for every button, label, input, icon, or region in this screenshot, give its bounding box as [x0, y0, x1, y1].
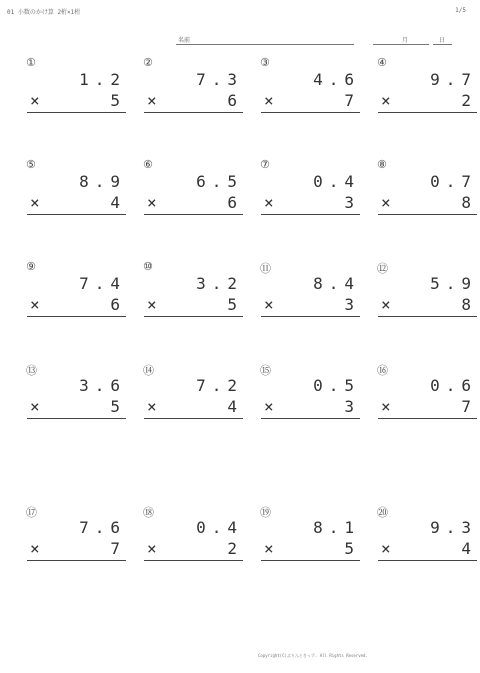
answer-line — [144, 112, 243, 113]
worksheet-title: 01 小数のかけ算 2桁×1桁 — [7, 9, 81, 16]
problem-number: ② — [143, 56, 153, 69]
multiplier: 3 — [344, 397, 360, 416]
name-line — [176, 44, 354, 45]
problem-number: ⑫ — [377, 262, 388, 275]
multiplier: 8 — [461, 295, 477, 314]
multiplicand: 8.4 — [313, 274, 360, 293]
multiply-sign: × — [30, 397, 40, 416]
problem-5 — [26, 158, 126, 222]
multiply-sign: × — [381, 295, 391, 314]
problem-number: ⑦ — [260, 158, 270, 171]
answer-line — [144, 316, 243, 317]
problem-number: ⑱ — [143, 506, 154, 519]
multiply-sign: × — [147, 539, 157, 558]
problem-8 — [377, 158, 477, 222]
multiplicand: 7.2 — [196, 376, 243, 395]
multiply-sign: × — [30, 295, 40, 314]
problem-6 — [143, 158, 243, 222]
answer-line — [378, 560, 477, 561]
multiplicand: 7.3 — [196, 70, 243, 89]
answer-line — [378, 418, 477, 419]
problem-number: ④ — [377, 56, 387, 69]
multiplier: 4 — [227, 397, 243, 416]
multiplier: 7 — [344, 91, 360, 110]
multiplier: 8 — [461, 193, 477, 212]
copyright-footer: Copyright(C)ぷりんときっず. All Rights Reserved. — [258, 653, 368, 658]
problem-number: ⑩ — [143, 260, 153, 273]
problem-1 — [26, 56, 126, 120]
multiplier: 4 — [110, 193, 126, 212]
multiplicand: 9.7 — [430, 70, 477, 89]
problem-number: ⑪ — [260, 262, 271, 275]
month-line — [373, 44, 429, 45]
answer-line — [27, 560, 126, 561]
problem-16 — [377, 362, 477, 426]
multiplier: 3 — [344, 295, 360, 314]
problem-19 — [260, 504, 360, 568]
answer-line — [144, 214, 243, 215]
multiplicand: 3.6 — [79, 376, 126, 395]
multiplicand: 7.6 — [79, 518, 126, 537]
problem-10 — [143, 260, 243, 324]
problem-number: ⑳ — [377, 506, 388, 519]
month-label: 月 — [402, 37, 409, 44]
multiplier: 5 — [344, 539, 360, 558]
problem-number: ⑮ — [260, 364, 271, 377]
problem-4 — [377, 56, 477, 120]
problem-number: ⑤ — [26, 158, 36, 171]
multiplicand: 0.4 — [313, 172, 360, 191]
multiplicand: 8.9 — [79, 172, 126, 191]
multiplicand: 0.7 — [430, 172, 477, 191]
answer-line — [261, 112, 360, 113]
multiply-sign: × — [264, 91, 274, 110]
problem-number: ⑯ — [377, 364, 388, 377]
problem-15 — [260, 362, 360, 426]
problem-number: ⑥ — [143, 158, 153, 171]
multiplicand: 1.2 — [79, 70, 126, 89]
answer-line — [378, 214, 477, 215]
problem-9 — [26, 260, 126, 324]
answer-line — [261, 316, 360, 317]
answer-line — [378, 112, 477, 113]
multiply-sign: × — [264, 539, 274, 558]
problem-number: ① — [26, 56, 36, 69]
day-label: 日 — [439, 37, 446, 44]
multiplier: 3 — [344, 193, 360, 212]
answer-line — [27, 112, 126, 113]
answer-line — [27, 316, 126, 317]
name-label: 名前 — [178, 37, 191, 44]
problem-number: ③ — [260, 56, 270, 69]
multiplicand: 0.5 — [313, 376, 360, 395]
multiplicand: 9.3 — [430, 518, 477, 537]
problem-11 — [260, 260, 360, 324]
problem-number: ⑧ — [377, 158, 387, 171]
multiplier: 4 — [461, 539, 477, 558]
multiplicand: 8.1 — [313, 518, 360, 537]
problem-2 — [143, 56, 243, 120]
multiply-sign: × — [264, 295, 274, 314]
multiplier: 5 — [110, 397, 126, 416]
multiplier: 5 — [227, 295, 243, 314]
multiply-sign: × — [264, 193, 274, 212]
multiplicand: 5.9 — [430, 274, 477, 293]
answer-line — [261, 418, 360, 419]
problem-14 — [143, 362, 243, 426]
multiply-sign: × — [147, 295, 157, 314]
problem-number: ⑨ — [26, 260, 36, 273]
multiplier: 2 — [461, 91, 477, 110]
problem-number: ⑬ — [26, 364, 37, 377]
multiply-sign: × — [30, 91, 40, 110]
multiplicand: 0.6 — [430, 376, 477, 395]
multiplicand: 3.2 — [196, 274, 243, 293]
problem-7 — [260, 158, 360, 222]
multiply-sign: × — [30, 193, 40, 212]
answer-line — [144, 560, 243, 561]
answer-line — [27, 214, 126, 215]
problem-3 — [260, 56, 360, 120]
problem-12 — [377, 260, 477, 324]
multiplier: 2 — [227, 539, 243, 558]
multiplier: 6 — [227, 193, 243, 212]
multiplicand: 6.5 — [196, 172, 243, 191]
multiply-sign: × — [147, 397, 157, 416]
multiply-sign: × — [381, 91, 391, 110]
problem-20 — [377, 504, 477, 568]
multiply-sign: × — [381, 397, 391, 416]
answer-line — [27, 418, 126, 419]
answer-line — [378, 316, 477, 317]
problem-17 — [26, 504, 126, 568]
multiply-sign: × — [30, 539, 40, 558]
multiply-sign: × — [264, 397, 274, 416]
multiplicand: 7.4 — [79, 274, 126, 293]
multiplicand: 0.4 — [196, 518, 243, 537]
day-line — [433, 44, 452, 45]
answer-line — [261, 214, 360, 215]
multiplier: 6 — [110, 295, 126, 314]
multiplier: 6 — [227, 91, 243, 110]
multiply-sign: × — [147, 193, 157, 212]
problem-13 — [26, 362, 126, 426]
multiplier: 7 — [461, 397, 477, 416]
multiply-sign: × — [147, 91, 157, 110]
page-number: 1/5 — [455, 7, 466, 14]
problem-number: ⑰ — [26, 506, 37, 519]
problem-18 — [143, 504, 243, 568]
multiply-sign: × — [381, 193, 391, 212]
multiplicand: 4.6 — [313, 70, 360, 89]
answer-line — [144, 418, 243, 419]
problem-number: ⑭ — [143, 364, 154, 377]
answer-line — [261, 560, 360, 561]
multiply-sign: × — [381, 539, 391, 558]
problem-number: ⑲ — [260, 506, 271, 519]
multiplier: 5 — [110, 91, 126, 110]
multiplier: 7 — [110, 539, 126, 558]
